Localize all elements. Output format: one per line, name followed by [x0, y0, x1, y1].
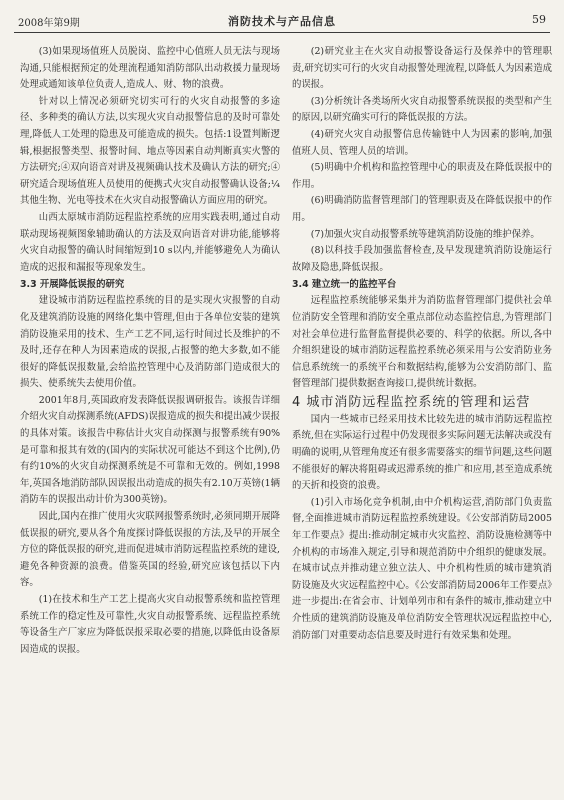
paragraph: (7)加强火灾自动报警系统等建筑消防设施的维护保养。	[310, 228, 540, 240]
paragraph: (8)以科技手段加强监督检查,及早发现建筑消防设施运行故障及隐患,降低误报。	[292, 245, 552, 273]
paragraph: (1)在技术和生产工艺上提高火灾自动报警系统和监控管理系统工作的稳定性及可靠性,火灾自动报警系统、远程监控系统等设备生产厂家应为降低误报采取必要的措施,以降低由设备原因造成的误报。	[20, 594, 280, 655]
paragraph: 因此,国内在推广使用火灾联网报警系统时,必须同期开展降低误报的研究,要从各个角度探讨降低误报的方法,及早的开展全方位的降低误报的研究,进而促进城市消防远程监控系统的建设,避免各种资源的浪费。借鉴英国的经验,研究应该包括以下内容。	[20, 511, 280, 589]
paragraph: (1)引入市场化竞争机制,由中介机构运营,消防部门负责监督,全面推进城市消防远程监控系统建设。《公安部消防局2005年工作要点》提出:推动制定城市火灾监控、消防设施检测等中介机构的市场准入规定,引导和规范消防中介组织的健康发展。在城市试点并推动建立独立法人、中介机构性质的城市建筑消防设施及火灾远程监控中心。《公安部消防局2006年工作要点》进一步提出:在省会市、计划单列市和有条件的城市,推动建立中介性质的建筑消防设施及单位消防安全管理状况远程监控中心,消防部门对重要动态信息要及时进行有效采集和处理。	[292, 496, 552, 641]
paragraph: 建设城市消防远程监控系统的目的是实现火灾报警的自动化及建筑消防设施的网络化集中管理,但由于各单位安装的建筑消防设施采用的技术、生产工艺不同,运行时间过长及维护的不及时,还存在种人为因素造成的误报,占报警的绝大多数,如不能很好的降低误报数量,会给监控管理中心及消防部门造成很大的损失、使系统失去使用价值。	[20, 295, 280, 390]
section-heading-3-3: 3.3 开展降低误报的研究	[20, 279, 125, 291]
left-column	[20, 44, 280, 658]
paragraph: 远程监控系统能够采集并为消防监督管理部门提供社会单位消防安全管理和消防安全重点部位动态监控信息,为管理部门对社会单位进行监督监督提供必要的、科学的依据。所以,各中介组织建设的城市消防远程监控系统必须采用与公安消防业务信息系统统一的系统平台和数据结构,能够为公安消防部门、监督管理部门提供数据查询接口,提供统计数据。	[292, 295, 552, 390]
paragraph: (5)明确中介机构和监控管理中心的职责及在降低误报中的作用。	[292, 162, 552, 190]
paragraph: 山西太原城市消防远程监控系统的应用实践表明,通过自动联动现场视频图象辅助确认的方法及双向语音对讲功能,能够将火灾自动报警的确认时间缩短到10 s以内,并能够避免人为确认造成的迟报和漏报等现象发生。	[20, 211, 280, 273]
section-heading-3-4: 3.4 建立统一的监控平台	[292, 279, 397, 291]
page-number: 59	[532, 13, 546, 26]
journal-title: 消防技术与产品信息	[228, 15, 336, 28]
paragraph: 2001年8月,英国政府发表降低误报调研报告。该报告详细介绍火灾自动探测系统(AFDS)误报造成的损失和提出减少误报的具体对策。该报告中称估计火灾自动探测与报警系统有90%是可靠和报其有效的(国内的实际状况可能达不到这个比例),仍有约10%的火灾自动探测系统是不可靠和无效的。例如,1998年,英国各地消防部队因误报出动造成的损失有2.10万英镑(1辆消防车的误报出动计价为300英镑)。	[20, 394, 280, 506]
paragraph: 国内一些城市已经采用技术比较先进的城市消防远程监控系统,但在实际运行过程中仍发现很多实际问题无法解决或没有明确的说明,从管理角度还有很多需要落实的细节问题,这些问题不能很好的解决将阻碍或迟滞系统的推广和应用,甚至造成系统的天折和投资的浪费。	[292, 413, 552, 492]
paragraph: 针对以上情况必须研究切实可行的火灾自动报警的多途径、多种类的确认方法,以实现火灾自动报警信息的及时可靠处理,降低人工处理的隐患及可能造成的损失。包括:1设置判断逻辑,根据报警类型、报警时间、地点等因素自动判断真实火警的方法研究;④双向语音对讲及视频确认技术及确认方法的研究;④研究适合现场值班人员使用的便携式火灾自动报警确认设备;¼其他生物、光电等技术在火灾自动报警确认方面应用的研究。	[20, 95, 280, 207]
paragraph: (3)如果现场值班人员脱岗、监控中心值班人员无法与现场沟通,只能根据预定的处理流程通知消防部队出动救援力量现场处理或通知该单位负责人,造成人、财、物的浪费。	[20, 46, 280, 91]
section-heading-4: 4 城市消防远程监控系统的管理和运营	[292, 394, 531, 410]
page-header	[14, 10, 550, 33]
paragraph: (6)明确消防监督管理部门的管理职责及在降低误报中的作用。	[292, 195, 552, 223]
paragraph: (2)研究业主在火灾自动报警设备运行及保养中的管理职责,研究切实可行的火灾自动报警处理流程,以降低人为因素造成的误报。	[292, 46, 552, 91]
paragraph: (4)研究火灾自动报警信息传输链中人为因素的影响,加强值班人员、管理人员的培训。	[292, 128, 552, 157]
issue-label: 2008年第9期	[18, 18, 80, 29]
paragraph: (3)分析统计各类场所火灾自动报警系统误报的类型和产生的原因,以研究确实可行的降低误报的方法。	[292, 95, 552, 124]
right-column	[292, 44, 552, 644]
